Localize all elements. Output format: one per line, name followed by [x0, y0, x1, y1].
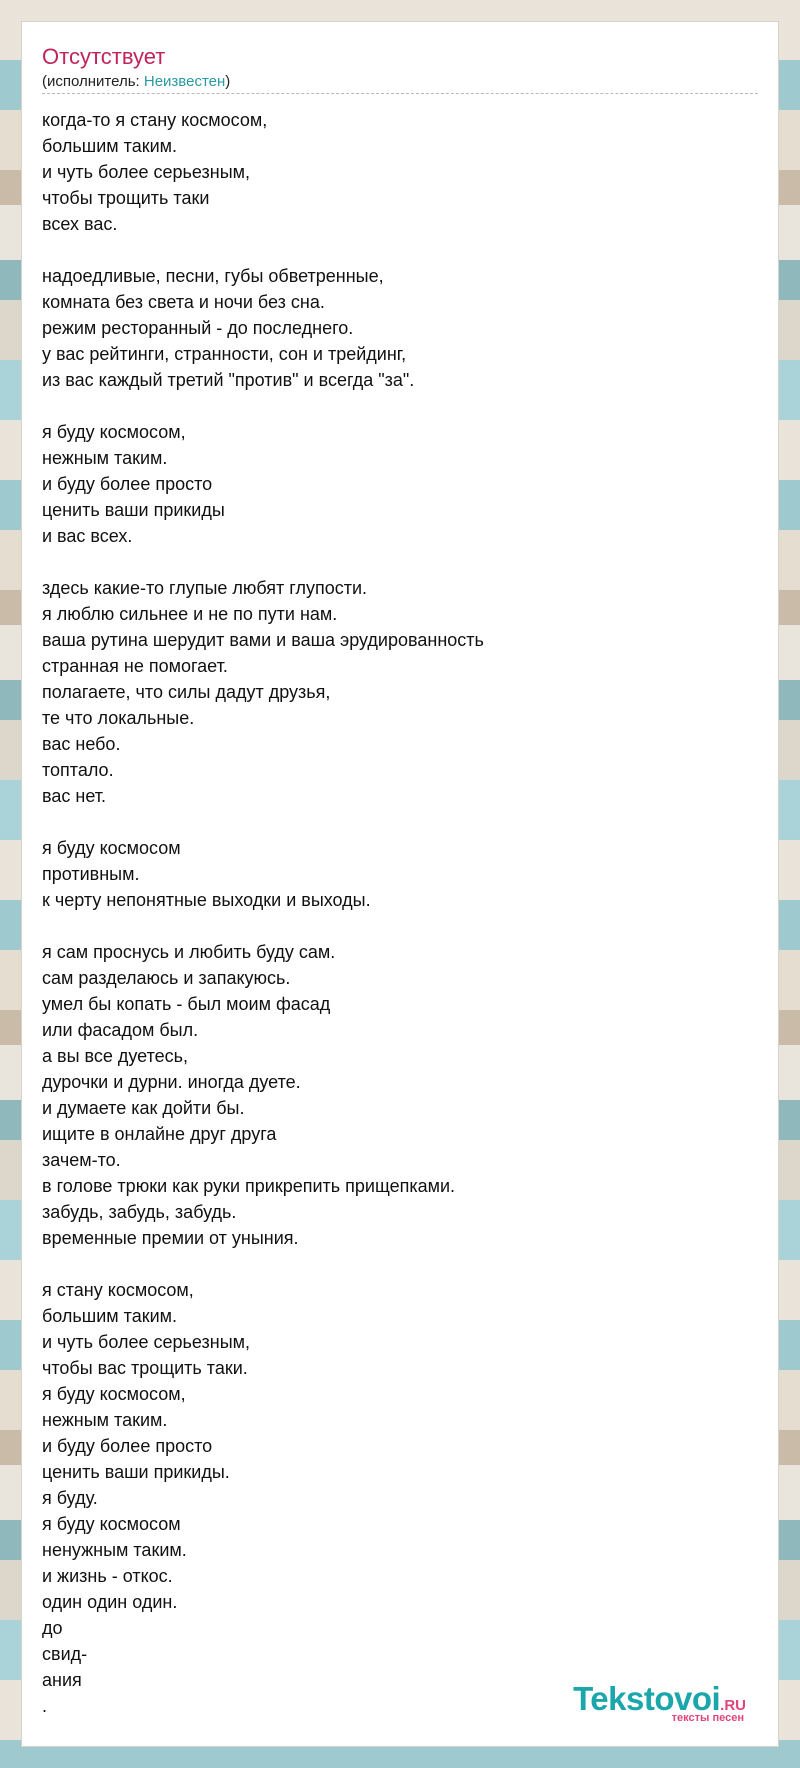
- lyric-line: и буду более просто: [42, 474, 213, 494]
- artist-prefix: (исполнитель:: [42, 73, 144, 90]
- lyric-line: топтало.: [42, 760, 114, 780]
- lyric-line: и буду более просто: [42, 1436, 213, 1456]
- song-title: Отсутствует: [42, 44, 166, 69]
- lyric-line: полагаете, что силы дадут друзья,: [42, 682, 331, 702]
- lyric-line: я сам проснусь и любить буду сам.: [42, 942, 336, 962]
- lyric-line: всех вас.: [42, 214, 118, 234]
- lyric-line: я буду космосом,: [42, 422, 186, 442]
- lyric-line: ценить ваши прикиды: [42, 500, 225, 520]
- lyric-line: надоедливые, песни, губы обветренные,: [42, 266, 384, 286]
- logo-name: Tekstovoi: [573, 1680, 721, 1717]
- lyric-line: забудь, забудь, забудь.: [42, 1202, 237, 1222]
- lyric-line: те что локальные.: [42, 708, 195, 728]
- lyric-line: до: [42, 1618, 63, 1638]
- logo-tagline: тексты песен: [671, 1712, 744, 1724]
- lyric-line: нежным таким.: [42, 448, 168, 468]
- lyric-line: к черту непонятные выходки и выходы.: [42, 890, 371, 910]
- lyric-line: свид-: [42, 1644, 88, 1664]
- stanza-gap: [42, 1251, 742, 1277]
- lyric-line: один один один.: [42, 1592, 178, 1612]
- lyric-line: вас небо.: [42, 734, 121, 754]
- lyric-line: .: [42, 1696, 48, 1716]
- lyric-line: я стану космосом,: [42, 1280, 194, 1300]
- lyric-line: я буду космосом,: [42, 1384, 186, 1404]
- lyric-line: ищите в онлайне друг друга: [42, 1124, 277, 1144]
- lyric-line: ценить ваши прикиды.: [42, 1462, 230, 1482]
- lyric-line: большим таким.: [42, 1306, 178, 1326]
- lyric-line: и думаете как дойти бы.: [42, 1098, 245, 1118]
- lyric-line: здесь какие-то глупые любят глупости.: [42, 578, 368, 598]
- logo-tld: .RU: [720, 1697, 746, 1714]
- lyric-line: я буду космосом: [42, 1514, 181, 1534]
- lyric-line: зачем-то.: [42, 1150, 121, 1170]
- lyric-line: вас нет.: [42, 786, 106, 806]
- content-panel: [22, 22, 778, 1746]
- artist-line: [42, 73, 230, 90]
- lyric-line: ания: [42, 1670, 82, 1690]
- lyric-line: умел бы копать - был моим фасад: [42, 994, 331, 1014]
- lyric-line: комната без света и ночи без сна.: [42, 292, 325, 312]
- artist-suffix: ): [225, 73, 231, 90]
- lyric-line: в голове трюки как руки прикрепить прищепками.: [42, 1176, 456, 1196]
- stanza-gap: [42, 237, 742, 263]
- lyric-line: нежным таким.: [42, 1410, 168, 1430]
- lyric-line: режим ресторанный - до последнего.: [42, 318, 354, 338]
- lyric-line: я люблю сильнее и не по пути нам.: [42, 604, 338, 624]
- lyric-line: ваша рутина шерудит вами и ваша эрудированность: [42, 630, 484, 650]
- lyric-line: временные премии от уныния.: [42, 1228, 299, 1248]
- lyric-line: я буду.: [42, 1488, 98, 1508]
- lyric-line: и жизнь - откос.: [42, 1566, 173, 1586]
- stanza-gap: [42, 913, 742, 939]
- lyric-line: дурочки и дурни. иногда дуете.: [42, 1072, 301, 1092]
- lyrics-text: [42, 107, 742, 1719]
- lyric-line: противным.: [42, 864, 140, 884]
- stanza-gap: [42, 809, 742, 835]
- lyric-line: сам разделаюсь и запакуюсь.: [42, 968, 291, 988]
- lyric-line: или фасадом был.: [42, 1020, 199, 1040]
- lyric-line: чтобы трощить таки: [42, 188, 210, 208]
- lyric-line: странная не помогает.: [42, 656, 228, 676]
- site-logo[interactable]: [573, 1680, 746, 1724]
- title-divider: [42, 93, 758, 94]
- lyric-line: и чуть более серьезным,: [42, 162, 251, 182]
- lyric-line: ненужным таким.: [42, 1540, 187, 1560]
- lyric-line: а вы все дуетесь,: [42, 1046, 189, 1066]
- stanza-gap: [42, 393, 742, 419]
- lyric-line: и вас всех.: [42, 526, 133, 546]
- lyric-line: я буду космосом: [42, 838, 181, 858]
- lyric-line: чтобы вас трощить таки.: [42, 1358, 248, 1378]
- lyric-line: у вас рейтинги, странности, сон и трейдинг,: [42, 344, 407, 364]
- lyric-line: из вас каждый третий "против" и всегда "за".: [42, 370, 415, 390]
- stanza-gap: [42, 549, 742, 575]
- lyric-line: когда-то я стану космосом,: [42, 110, 268, 130]
- lyric-line: и чуть более серьезным,: [42, 1332, 251, 1352]
- artist-link[interactable]: Неизвестен: [143, 73, 226, 90]
- lyric-line: большим таким.: [42, 136, 178, 156]
